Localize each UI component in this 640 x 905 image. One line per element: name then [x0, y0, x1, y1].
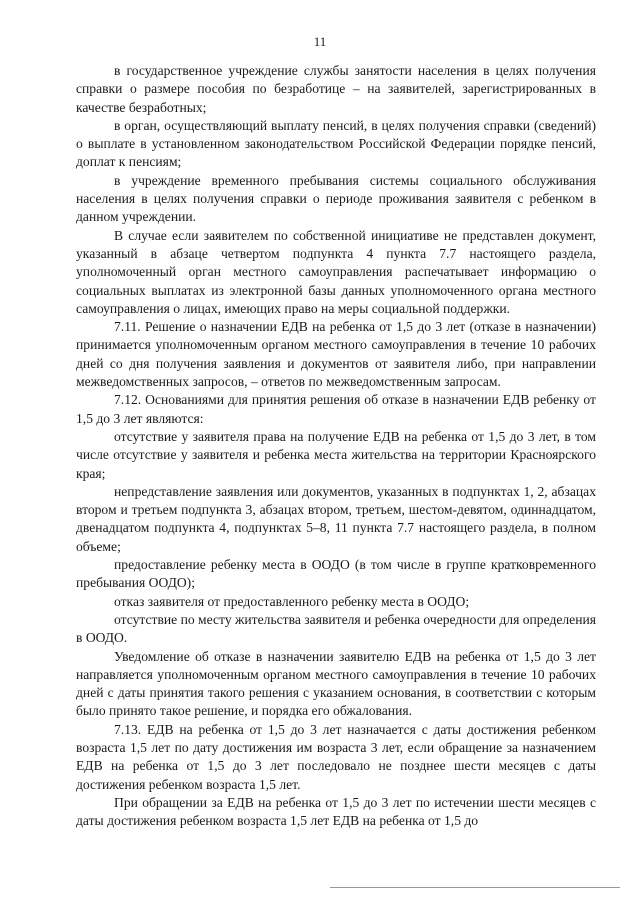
paragraph: предоставление ребенку места в ООДО (в том числе в группе кратковременного пребывания ООДО);: [76, 557, 596, 591]
paragraph: в учреждение временного пребывания системы социального обслуживания населения в целях получения справки о периоде проживания заявителя с ребенком в данном учреждении.: [76, 172, 596, 225]
paragraph: 7.12. Основаниями для принятия решения об отказе в назначении ЕДВ ребенку от 1,5 до 3 лет являются:: [76, 392, 596, 426]
paragraph: В случае если заявителем по собственной инициативе не представлен документ, указанный в абзаце четвертом подпункта 4 пункта 7.7 настоящего раздела, уполномоченный орган местного самоуправления распечатывает информацию о социальных выплатах из электронной базы данных уполномоченного органа местного самоуправления о лицах, имеющих право на меры социальной поддержки.: [76, 227, 596, 316]
paragraph: 7.11. Решение о назначении ЕДВ на ребенка от 1,5 до 3 лет (отказе в назначении) принимается уполномоченным органом местного самоуправления в течение 10 рабочих дней со дня получения заявления и документов от заявителя либо, при направлении межведомственных запросов, – ответов по межведомственным запросам.: [76, 319, 596, 390]
paragraph: Уведомление об отказе в назначении заявителю ЕДВ на ребенка от 1,5 до 3 лет направляется уполномоченным органом местного самоуправления в течение 10 рабочих дней с даты принятия такого решения с указанием основания, в соответствии с которым было принято такое решение, и порядка его обжалования.: [76, 648, 596, 719]
paragraph: отказ заявителя от предоставленного ребенку места в ООДО;: [114, 593, 470, 609]
bottom-divider-line: [330, 887, 620, 888]
paragraph: отсутствие у заявителя права на получение ЕДВ на ребенка от 1,5 до 3 лет, в том числе отсутствие у заявителя и ребенка места жительства на территории Красноярского края;: [76, 428, 596, 481]
paragraph: в государственное учреждение службы занятости населения в целях получения справки о размере пособия по безработице – на заявителей, зарегистрированных в качестве безработных;: [76, 63, 596, 115]
paragraph: При обращении за ЕДВ на ребенка от 1,5 до 3 лет по истечении шести месяцев с даты достижения ребенком возраста 1,5 лет ЕДВ на ребенка от 1,5 до: [76, 794, 596, 829]
paragraph: непредставление заявления или документов, указанных в подпунктах 1, 2, абзацах втором и третьем подпункта 3, абзацах втором, третьем, шестом-девятом, одиннадцатом, двенадцатом подпункта 4, подпунктах 5–8, 11 пункта 7.7 настоящего раздела, в полном объеме;: [76, 483, 596, 554]
page-number: 11: [313, 34, 327, 49]
paragraph: в орган, осуществляющий выплату пенсий, в целях получения справки (сведений) о выплате в установленном законодательством Российской Федерации порядке пенсий, доплат к пенсиям;: [76, 117, 596, 170]
document-body: [76, 62, 596, 830]
paragraph: 7.13. ЕДВ на ребенка от 1,5 до 3 лет назначается с даты достижения ребенком возраста 1,5 лет по дату достижения им возраста 3 лет, если обращение за назначением ЕДВ на ребенка от 1,5 до 3 лет последовало не позднее шести месяцев с даты достижения ребенком возраста 1,5 лет.: [76, 721, 596, 792]
paragraph: отсутствие по месту жительства заявителя и ребенка очередности для определения в ООДО.: [76, 611, 597, 646]
